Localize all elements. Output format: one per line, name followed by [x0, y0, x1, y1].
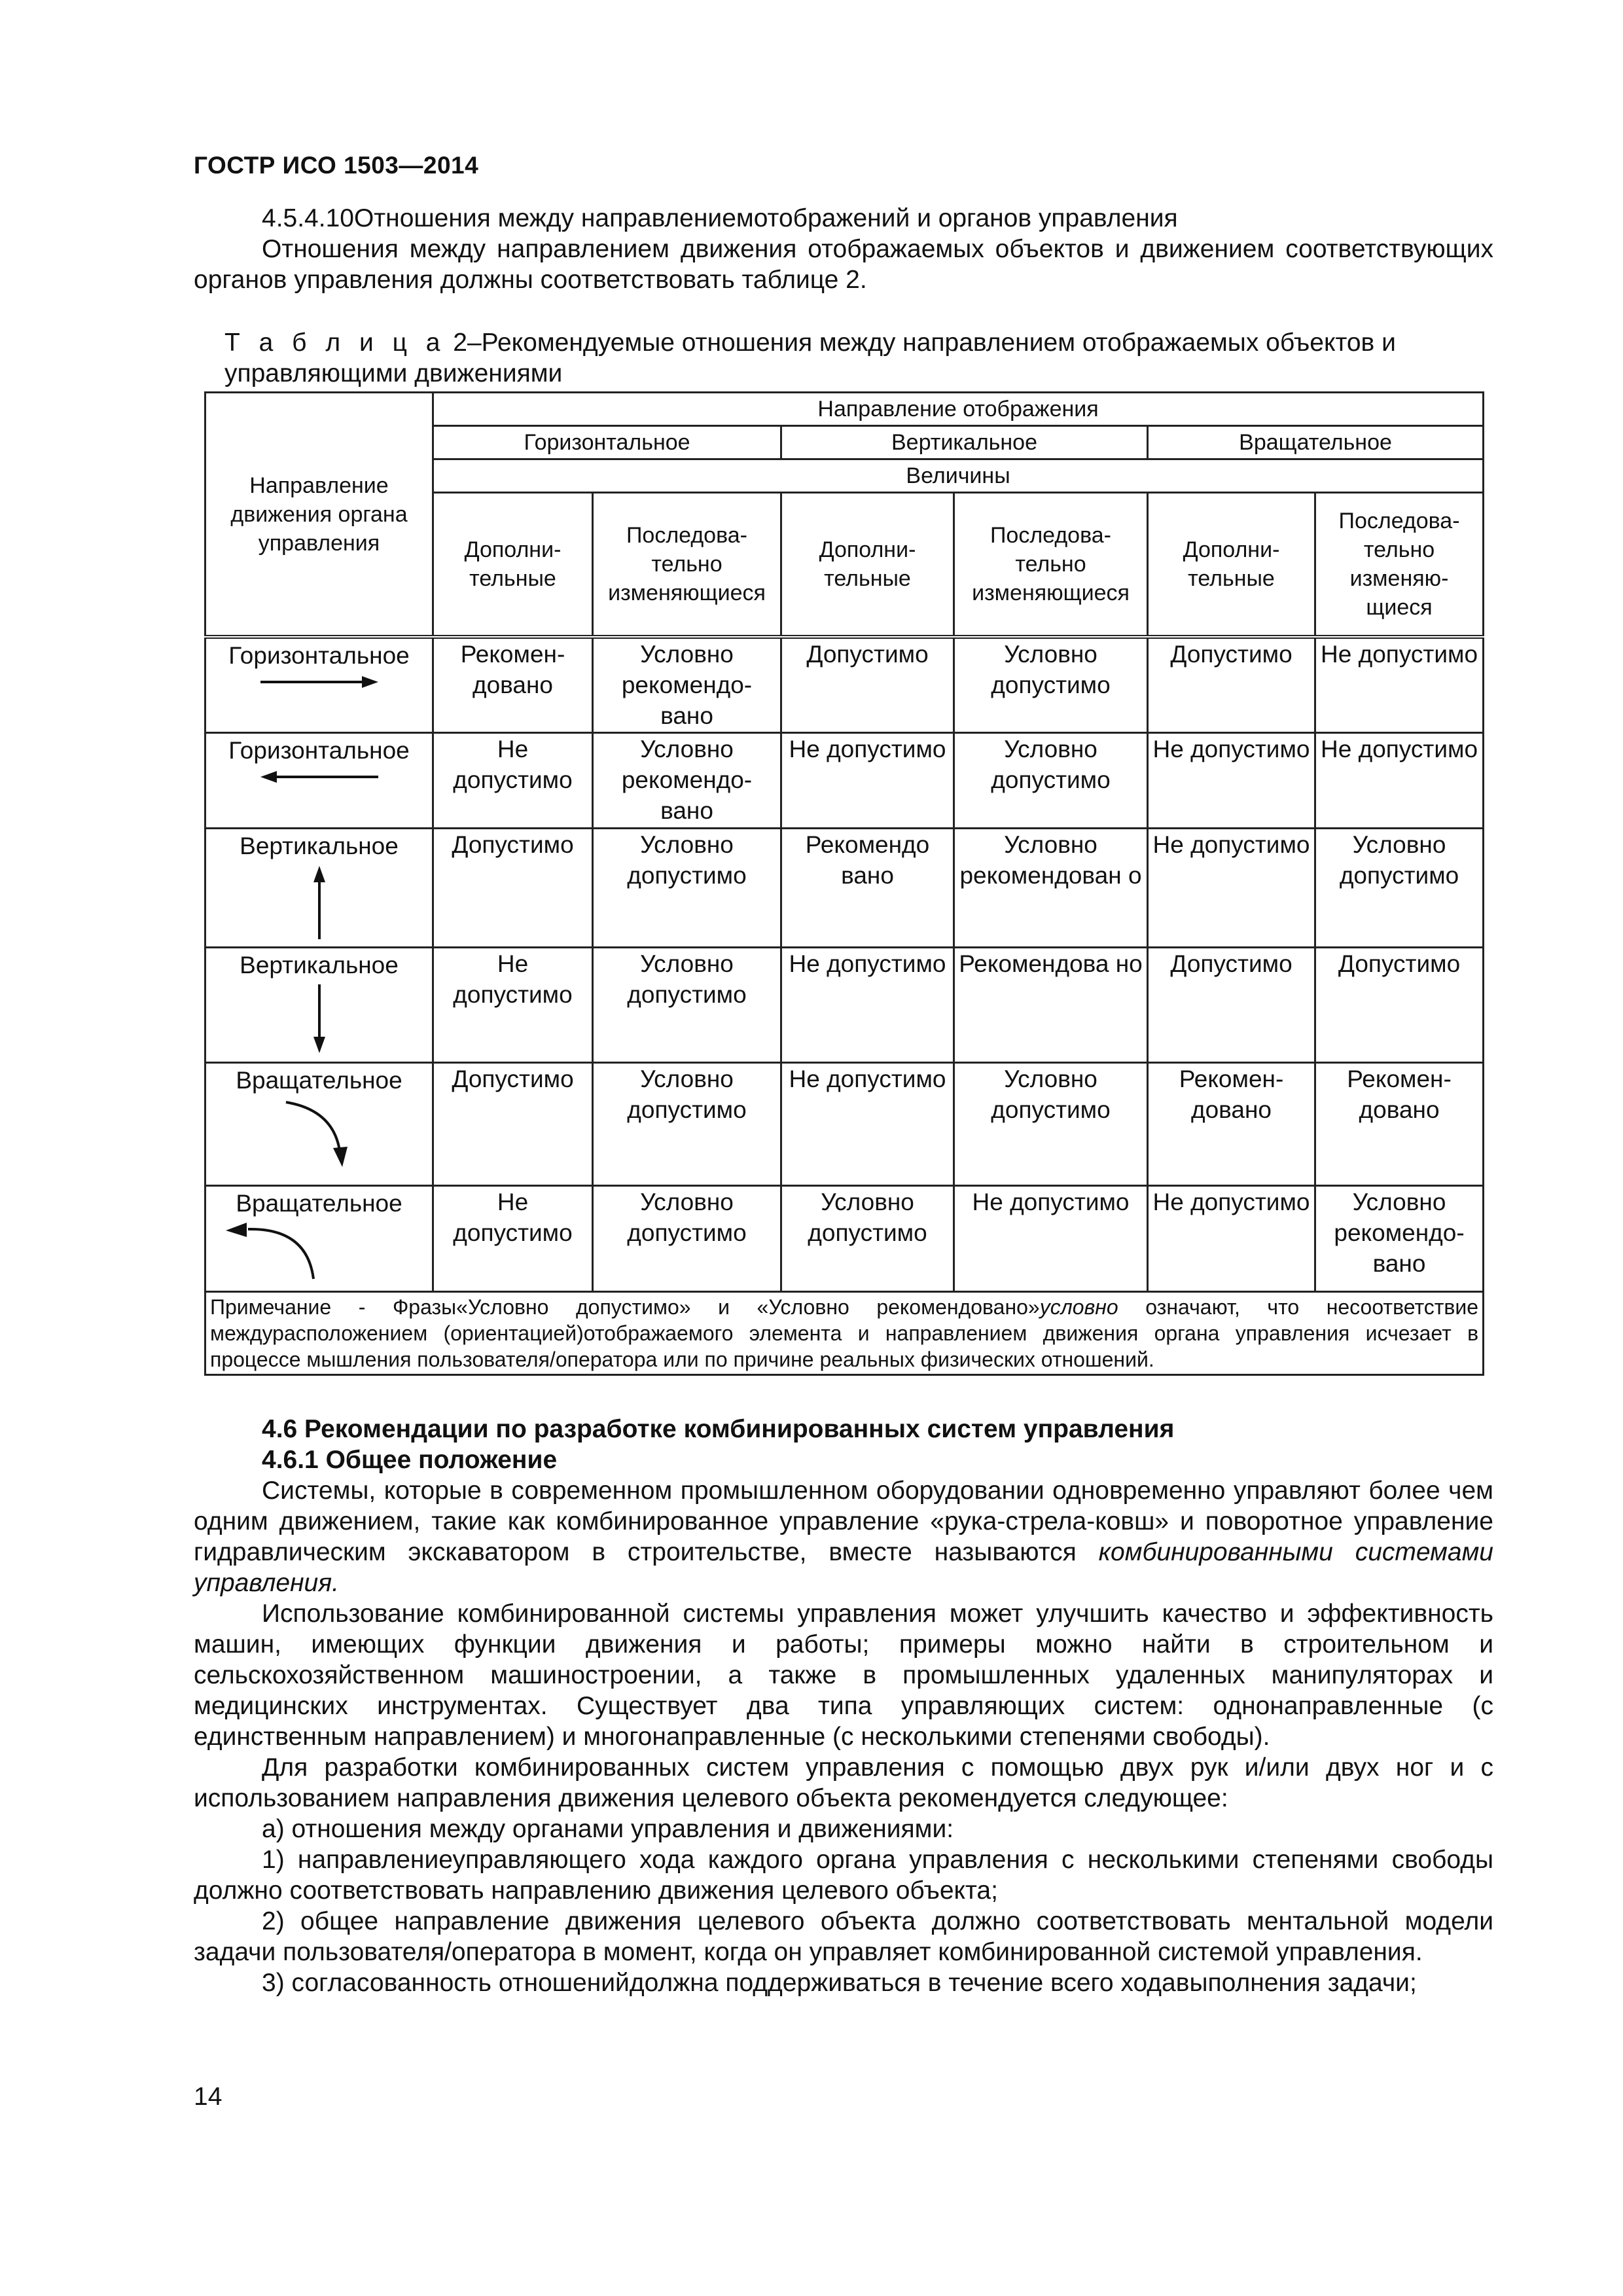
- list-item: 1) направлениеуправляющего хода каждого органа управления с несколькими степенями свободы должно соответствовать направлению движения целевого объекта;: [194, 1846, 1493, 1905]
- table-cell: Не допустимо: [1148, 732, 1315, 828]
- table-cell: Не допустимо: [1315, 732, 1484, 828]
- row-direction: [205, 1185, 433, 1291]
- row-direction: [205, 1062, 433, 1185]
- rotate-clockwise-arrow-icon: [281, 1098, 359, 1170]
- table-cell: Не допустимо: [1315, 637, 1484, 732]
- magnitudes-header: Величины: [433, 459, 1484, 493]
- table-cell: Допустимо: [433, 1062, 593, 1185]
- table-cell: Условно допустимо: [1315, 828, 1484, 947]
- table-cell: Рекомен-довано: [1315, 1062, 1484, 1185]
- paragraph: Для разработки комбинированных систем управления с помощью двух рук и/или двух ног и с использованием направления движения целевого объекта рекомендуется следующее:: [194, 1753, 1493, 1812]
- sub-header: Дополни-тельные: [781, 493, 954, 637]
- direction-label: Вращательное: [236, 1189, 402, 1217]
- table-cell: Не допустимо: [781, 732, 954, 828]
- table-row: [205, 828, 1484, 947]
- table-cell: Не допустимо: [1148, 828, 1315, 947]
- table-cell: Не допустимо: [433, 947, 593, 1062]
- table-cell: Допустимо: [1315, 947, 1484, 1062]
- group-horizontal: Горизонтальное: [433, 426, 781, 459]
- display-direction-header: Направление отображения: [433, 393, 1484, 426]
- table-cell: Условно рекомендо-вано: [1315, 1185, 1484, 1291]
- direction-label: Вертикальное: [240, 951, 399, 978]
- table-row: [205, 947, 1484, 1062]
- table-cell: Условно допустимо: [781, 1185, 954, 1291]
- arrow-left-icon: [257, 768, 382, 785]
- table-cell: Не допустимо: [781, 947, 954, 1062]
- table-cell: Условно допустимо: [593, 947, 781, 1062]
- arrow-right-icon: [257, 673, 382, 691]
- section-4-6: [194, 1414, 1493, 1998]
- section-4-5-4-10: [194, 203, 1493, 295]
- paragraph-text: Системы, которые в современном промышленном оборудовании одновременно управляют более чем одним движением, такие как комбинированное управление «рука-стрела-ковш» и поворотное управление гидравлическим экскаватором в строительстве, вместе называются: [194, 1477, 1493, 1566]
- direction-label: Горизонтальное: [228, 736, 410, 764]
- table-cell: Условно допустимо: [593, 1062, 781, 1185]
- table-note-row: [205, 1291, 1484, 1374]
- direction-label: Вращательное: [236, 1066, 402, 1094]
- list-item: 3) согласованность отношенийдолжна поддерживаться в течение всего ходавыполнения задачи;: [262, 1969, 1417, 1997]
- row-direction: [205, 947, 433, 1062]
- note-text-rest: означают, что несоответствие междурасположением (ориентацией)отображаемого элемента и направлением движения органа управления исчезает в процессе мышления пользователя/оператора или по причине реальных физических отношений.: [210, 1295, 1479, 1371]
- sub-header: Дополни-тельные: [433, 493, 593, 637]
- document-header: ГОСТР ИСО 1503—2014: [194, 152, 479, 179]
- section-heading: 4.6 Рекомендации по разработке комбинированных систем управления: [262, 1415, 1175, 1443]
- table-cell: Допустимо: [781, 637, 954, 732]
- sub-header: Последова-тельно изменяющиеся: [954, 493, 1148, 637]
- table-cell: Рекомендо вано: [781, 828, 954, 947]
- table-cell: Условно рекомендо-вано: [593, 637, 781, 732]
- sub-header: Последова-тельно изменяю-щиеся: [1315, 493, 1484, 637]
- table-cell: Допустимо: [433, 828, 593, 947]
- table-row: [205, 1062, 1484, 1185]
- table-cell: Условно допустимо: [593, 828, 781, 947]
- group-rotational: Вращательное: [1148, 426, 1484, 459]
- clause-heading: 4.5.4.10Отношения между направлениемотображений и органов управления: [262, 204, 1178, 232]
- table-row: [205, 637, 1484, 732]
- list-item: а) отношения между органами управления и движениями:: [262, 1815, 954, 1843]
- table-caption: [224, 327, 1468, 389]
- col0-header: Направление движения органа управления: [205, 393, 433, 637]
- row-direction: [205, 828, 433, 947]
- paragraph: Использование комбинированной системы управления может улучшить качество и эффективность машин, имеющих функции движения и работы; примеры можно найти в строительном и сельскохозяйственном машиностроении, а также в промышленных удаленных манипуляторах и медицинских инструментах. Существует два типа управляющих систем: однонаправленные (с единственным направлением) и многонаправленные (с несколькими степенями свободы).: [194, 1600, 1493, 1751]
- direction-label: Вертикальное: [240, 832, 399, 859]
- table-cell: Условно рекомендован о: [954, 828, 1148, 947]
- table-cell: Допустимо: [1148, 947, 1315, 1062]
- row-direction: [205, 732, 433, 828]
- paragraph-italic: комбинированными системами управления.: [194, 1538, 1493, 1597]
- table-cell: Условно допустимо: [954, 732, 1148, 828]
- rotate-counterclockwise-arrow-icon: [222, 1221, 327, 1280]
- table-caption-text: 2–Рекомендуемые отношения между направлением отображаемых объектов и управляющими движениями: [224, 329, 1396, 387]
- table-cell: Рекомен-довано: [1148, 1062, 1315, 1185]
- table-cell: Рекомен-довано: [433, 637, 593, 732]
- sub-header: Последова-тельно изменяющиеся: [593, 493, 781, 637]
- table-row: [205, 1185, 1484, 1291]
- table-cell: Не допустимо: [954, 1185, 1148, 1291]
- table-caption-prefix: Т а б л и ц а: [224, 329, 446, 357]
- paragraph: [194, 1475, 1493, 1598]
- direction-label: Горизонтальное: [228, 642, 410, 669]
- table-cell: Допустимо: [1148, 637, 1315, 732]
- page-number: 14: [194, 2083, 223, 2111]
- table-cell: Условно допустимо: [954, 1062, 1148, 1185]
- list-item: 2) общее направление движения целевого объекта должно соответствовать ментальной модели задачи пользователя/оператора в момент, когда он управляет комбинированной системой управления.: [194, 1907, 1493, 1966]
- relations-table: [204, 391, 1484, 1376]
- table-cell: Условно допустимо: [593, 1185, 781, 1291]
- table-cell: Не допустимо: [433, 732, 593, 828]
- row-direction: [205, 637, 433, 732]
- group-vertical: Вертикальное: [781, 426, 1148, 459]
- table-row: [205, 732, 1484, 828]
- table-cell: Условно рекомендо-вано: [593, 732, 781, 828]
- table-cell: Рекомендова но: [954, 947, 1148, 1062]
- sub-header: Дополни-тельные: [1148, 493, 1315, 637]
- note-italic: условно: [1039, 1295, 1118, 1319]
- arrow-up-icon: [310, 864, 329, 941]
- note-text: Примечание - Фразы«Условно допустимо» и «Условно рекомендовано»: [210, 1295, 1040, 1319]
- table-cell: Условно допустимо: [954, 637, 1148, 732]
- subsection-heading: 4.6.1 Общее положение: [262, 1446, 558, 1474]
- arrow-down-icon: [310, 983, 329, 1055]
- table-cell: Не допустимо: [781, 1062, 954, 1185]
- table-cell: Не допустимо: [1148, 1185, 1315, 1291]
- table-note: [205, 1291, 1484, 1374]
- table-cell: Не допустимо: [433, 1185, 593, 1291]
- clause-text: Отношения между направлением движения отображаемых объектов и движением соответствующих органов управления должны соответствовать таблице 2.: [194, 235, 1493, 294]
